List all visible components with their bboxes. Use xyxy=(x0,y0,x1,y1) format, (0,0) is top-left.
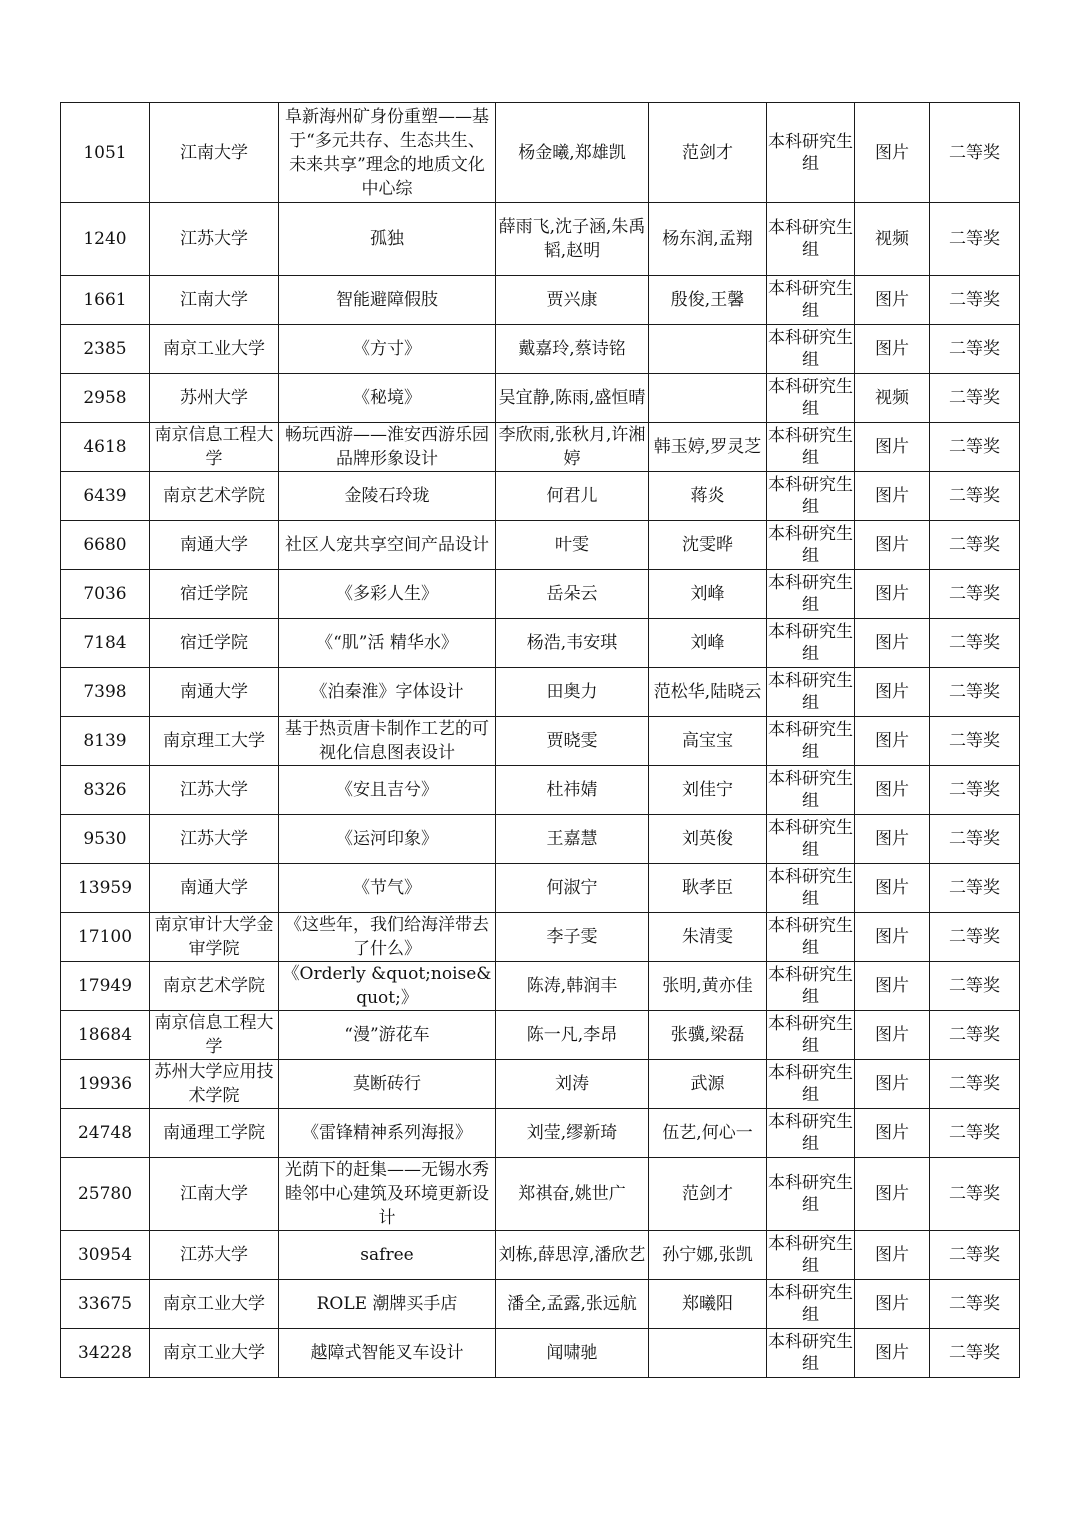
cell-school: 江苏大学 xyxy=(150,815,279,864)
cell-school: 江苏大学 xyxy=(150,1231,279,1280)
cell-id: 17100 xyxy=(61,913,150,962)
table-row xyxy=(61,276,1020,325)
cell-school: 江南大学 xyxy=(150,276,279,325)
cell-id: 33675 xyxy=(61,1280,150,1329)
table-row xyxy=(61,1011,1020,1060)
cell-id: 7036 xyxy=(61,570,150,619)
cell-id: 1240 xyxy=(61,203,150,276)
cell-award: 二等奖 xyxy=(930,1329,1020,1378)
table-row xyxy=(61,815,1020,864)
table-row xyxy=(61,717,1020,766)
cell-advisors: 耿孝臣 xyxy=(649,864,767,913)
cell-type: 图片 xyxy=(855,276,930,325)
cell-type: 图片 xyxy=(855,1011,930,1060)
cell-award: 二等奖 xyxy=(930,374,1020,423)
cell-title: 越障式智能叉车设计 xyxy=(279,1329,496,1378)
cell-school: 南京工业大学 xyxy=(150,1280,279,1329)
cell-advisors xyxy=(649,1329,767,1378)
cell-id: 6680 xyxy=(61,521,150,570)
cell-title: 《泊秦淮》字体设计 xyxy=(279,668,496,717)
award-table xyxy=(60,102,1020,1378)
cell-advisors: 韩玉婷,罗灵芝 xyxy=(649,423,767,472)
table-row xyxy=(61,913,1020,962)
cell-authors: 杨金曦,郑雄凯 xyxy=(496,103,649,203)
cell-type: 视频 xyxy=(855,203,930,276)
cell-id: 18684 xyxy=(61,1011,150,1060)
cell-authors: 陈一凡,李昂 xyxy=(496,1011,649,1060)
cell-group: 本科研究生组 xyxy=(767,374,855,423)
cell-school: 苏州大学应用技术学院 xyxy=(150,1060,279,1109)
cell-advisors: 张明,黄亦佳 xyxy=(649,962,767,1011)
cell-type: 图片 xyxy=(855,521,930,570)
cell-advisors: 刘英俊 xyxy=(649,815,767,864)
cell-advisors xyxy=(649,325,767,374)
table-row xyxy=(61,1109,1020,1158)
cell-authors: 贾兴康 xyxy=(496,276,649,325)
cell-group: 本科研究生组 xyxy=(767,1329,855,1378)
table-row xyxy=(61,864,1020,913)
cell-authors: 刘莹,缪新琦 xyxy=(496,1109,649,1158)
cell-title: “漫”游花车 xyxy=(279,1011,496,1060)
cell-authors: 杜祎婧 xyxy=(496,766,649,815)
cell-advisors xyxy=(649,374,767,423)
cell-authors: 刘涛 xyxy=(496,1060,649,1109)
table-row xyxy=(61,619,1020,668)
cell-type: 图片 xyxy=(855,472,930,521)
cell-school: 南京工业大学 xyxy=(150,1329,279,1378)
cell-advisors: 伍艺,何心一 xyxy=(649,1109,767,1158)
cell-title: 《运河印象》 xyxy=(279,815,496,864)
cell-group: 本科研究生组 xyxy=(767,570,855,619)
cell-title: safree xyxy=(279,1231,496,1280)
cell-authors: 陈涛,韩润丰 xyxy=(496,962,649,1011)
cell-authors: 岳朵云 xyxy=(496,570,649,619)
cell-group: 本科研究生组 xyxy=(767,1060,855,1109)
cell-school: 江南大学 xyxy=(150,1158,279,1231)
table-row xyxy=(61,570,1020,619)
cell-id: 19936 xyxy=(61,1060,150,1109)
cell-advisors: 高宝宝 xyxy=(649,717,767,766)
cell-group: 本科研究生组 xyxy=(767,103,855,203)
cell-type: 图片 xyxy=(855,103,930,203)
cell-type: 图片 xyxy=(855,1231,930,1280)
cell-school: 江苏大学 xyxy=(150,203,279,276)
cell-school: 南通大学 xyxy=(150,521,279,570)
cell-authors: 何君儿 xyxy=(496,472,649,521)
table-row xyxy=(61,766,1020,815)
cell-advisors: 沈雯晔 xyxy=(649,521,767,570)
cell-award: 二等奖 xyxy=(930,1011,1020,1060)
cell-group: 本科研究生组 xyxy=(767,619,855,668)
cell-advisors: 蒋炎 xyxy=(649,472,767,521)
cell-school: 南京工业大学 xyxy=(150,325,279,374)
cell-advisors: 孙宁娜,张凯 xyxy=(649,1231,767,1280)
cell-authors: 田奥力 xyxy=(496,668,649,717)
cell-id: 34228 xyxy=(61,1329,150,1378)
cell-type: 图片 xyxy=(855,423,930,472)
cell-award: 二等奖 xyxy=(930,864,1020,913)
cell-authors: 杨浩,韦安琪 xyxy=(496,619,649,668)
table-row xyxy=(61,325,1020,374)
cell-award: 二等奖 xyxy=(930,962,1020,1011)
cell-authors: 刘栋,薛思淳,潘欣艺 xyxy=(496,1231,649,1280)
cell-id: 7184 xyxy=(61,619,150,668)
cell-type: 视频 xyxy=(855,374,930,423)
cell-school: 南通大学 xyxy=(150,864,279,913)
cell-school: 南通大学 xyxy=(150,668,279,717)
cell-award: 二等奖 xyxy=(930,276,1020,325)
table-row xyxy=(61,423,1020,472)
cell-advisors: 刘峰 xyxy=(649,619,767,668)
cell-group: 本科研究生组 xyxy=(767,1011,855,1060)
cell-group: 本科研究生组 xyxy=(767,1280,855,1329)
cell-group: 本科研究生组 xyxy=(767,668,855,717)
cell-advisors: 范松华,陆晓云 xyxy=(649,668,767,717)
cell-title: 《“肌”活 精华水》 xyxy=(279,619,496,668)
cell-school: 苏州大学 xyxy=(150,374,279,423)
cell-authors: 潘全,孟露,张远航 xyxy=(496,1280,649,1329)
cell-school: 江南大学 xyxy=(150,103,279,203)
cell-school: 南京理工大学 xyxy=(150,717,279,766)
cell-award: 二等奖 xyxy=(930,103,1020,203)
cell-authors: 叶雯 xyxy=(496,521,649,570)
cell-authors: 薛雨飞,沈子涵,朱禹韬,赵明 xyxy=(496,203,649,276)
table-row xyxy=(61,1231,1020,1280)
cell-authors: 李欣雨,张秋月,许湘婷 xyxy=(496,423,649,472)
cell-title: 《秘境》 xyxy=(279,374,496,423)
cell-id: 13959 xyxy=(61,864,150,913)
cell-title: 《多彩人生》 xyxy=(279,570,496,619)
table-row xyxy=(61,103,1020,203)
cell-id: 2385 xyxy=(61,325,150,374)
cell-id: 9530 xyxy=(61,815,150,864)
cell-group: 本科研究生组 xyxy=(767,521,855,570)
cell-school: 南京信息工程大学 xyxy=(150,423,279,472)
cell-authors: 王嘉慧 xyxy=(496,815,649,864)
cell-type: 图片 xyxy=(855,570,930,619)
cell-id: 1051 xyxy=(61,103,150,203)
cell-group: 本科研究生组 xyxy=(767,1231,855,1280)
cell-award: 二等奖 xyxy=(930,619,1020,668)
cell-type: 图片 xyxy=(855,1158,930,1231)
cell-school: 南京艺术学院 xyxy=(150,962,279,1011)
cell-award: 二等奖 xyxy=(930,472,1020,521)
cell-title: ROLE 潮牌买手店 xyxy=(279,1280,496,1329)
cell-award: 二等奖 xyxy=(930,521,1020,570)
cell-type: 图片 xyxy=(855,619,930,668)
cell-award: 二等奖 xyxy=(930,325,1020,374)
cell-title: 光荫下的赶集——无锡水秀睦邻中心建筑及环境更新设计 xyxy=(279,1158,496,1231)
cell-award: 二等奖 xyxy=(930,423,1020,472)
cell-type: 图片 xyxy=(855,766,930,815)
cell-id: 24748 xyxy=(61,1109,150,1158)
cell-authors: 郑祺奋,姚世广 xyxy=(496,1158,649,1231)
cell-id: 8326 xyxy=(61,766,150,815)
cell-group: 本科研究生组 xyxy=(767,1158,855,1231)
cell-group: 本科研究生组 xyxy=(767,864,855,913)
cell-title: 《Orderly &quot;noise&quot;》 xyxy=(279,962,496,1011)
cell-title: 社区人宠共享空间产品设计 xyxy=(279,521,496,570)
cell-id: 2958 xyxy=(61,374,150,423)
award-table-body xyxy=(61,103,1020,1378)
cell-school: 南京审计大学金审学院 xyxy=(150,913,279,962)
cell-group: 本科研究生组 xyxy=(767,325,855,374)
cell-id: 1661 xyxy=(61,276,150,325)
cell-id: 25780 xyxy=(61,1158,150,1231)
cell-award: 二等奖 xyxy=(930,1060,1020,1109)
cell-advisors: 范剑才 xyxy=(649,1158,767,1231)
cell-school: 南京信息工程大学 xyxy=(150,1011,279,1060)
cell-award: 二等奖 xyxy=(930,1280,1020,1329)
cell-id: 17949 xyxy=(61,962,150,1011)
cell-type: 图片 xyxy=(855,913,930,962)
cell-group: 本科研究生组 xyxy=(767,203,855,276)
cell-title: 《安且吉兮》 xyxy=(279,766,496,815)
cell-advisors: 武源 xyxy=(649,1060,767,1109)
cell-group: 本科研究生组 xyxy=(767,815,855,864)
table-row xyxy=(61,472,1020,521)
cell-type: 图片 xyxy=(855,815,930,864)
cell-type: 图片 xyxy=(855,1280,930,1329)
cell-group: 本科研究生组 xyxy=(767,472,855,521)
cell-title: 孤独 xyxy=(279,203,496,276)
cell-award: 二等奖 xyxy=(930,766,1020,815)
cell-type: 图片 xyxy=(855,962,930,1011)
cell-type: 图片 xyxy=(855,717,930,766)
cell-award: 二等奖 xyxy=(930,815,1020,864)
cell-title: 《节气》 xyxy=(279,864,496,913)
cell-award: 二等奖 xyxy=(930,570,1020,619)
cell-authors: 贾晓雯 xyxy=(496,717,649,766)
cell-type: 图片 xyxy=(855,1329,930,1378)
cell-id: 4618 xyxy=(61,423,150,472)
cell-school: 宿迁学院 xyxy=(150,570,279,619)
cell-title: 《雷锋精神系列海报》 xyxy=(279,1109,496,1158)
cell-type: 图片 xyxy=(855,864,930,913)
cell-award: 二等奖 xyxy=(930,1109,1020,1158)
cell-group: 本科研究生组 xyxy=(767,913,855,962)
cell-advisors: 殷俊,王馨 xyxy=(649,276,767,325)
cell-group: 本科研究生组 xyxy=(767,1109,855,1158)
cell-award: 二等奖 xyxy=(930,1158,1020,1231)
cell-award: 二等奖 xyxy=(930,913,1020,962)
table-row xyxy=(61,374,1020,423)
cell-school: 南通理工学院 xyxy=(150,1109,279,1158)
cell-award: 二等奖 xyxy=(930,717,1020,766)
cell-advisors: 范剑才 xyxy=(649,103,767,203)
cell-school: 南京艺术学院 xyxy=(150,472,279,521)
cell-school: 江苏大学 xyxy=(150,766,279,815)
cell-id: 8139 xyxy=(61,717,150,766)
cell-advisors: 杨东润,孟翔 xyxy=(649,203,767,276)
cell-title: 基于热贡唐卡制作工艺的可视化信息图表设计 xyxy=(279,717,496,766)
cell-advisors: 刘佳宁 xyxy=(649,766,767,815)
cell-group: 本科研究生组 xyxy=(767,717,855,766)
cell-title: 畅玩西游——淮安西游乐园品牌形象设计 xyxy=(279,423,496,472)
cell-type: 图片 xyxy=(855,1060,930,1109)
table-row xyxy=(61,1158,1020,1231)
cell-advisors: 张骥,梁磊 xyxy=(649,1011,767,1060)
cell-group: 本科研究生组 xyxy=(767,276,855,325)
table-row xyxy=(61,1329,1020,1378)
cell-advisors: 朱清雯 xyxy=(649,913,767,962)
cell-title: 智能避障假肢 xyxy=(279,276,496,325)
cell-type: 图片 xyxy=(855,325,930,374)
cell-title: 莫断砖行 xyxy=(279,1060,496,1109)
cell-title: 《这些年，我们给海洋带去了什么》 xyxy=(279,913,496,962)
cell-authors: 何淑宁 xyxy=(496,864,649,913)
cell-title: 阜新海州矿身份重塑——基于“多元共存、生态共生、未来共享”理念的地质文化中心综 xyxy=(279,103,496,203)
cell-id: 6439 xyxy=(61,472,150,521)
cell-id: 30954 xyxy=(61,1231,150,1280)
cell-award: 二等奖 xyxy=(930,203,1020,276)
cell-authors: 闻啸驰 xyxy=(496,1329,649,1378)
table-row xyxy=(61,962,1020,1011)
table-row xyxy=(61,203,1020,276)
table-row xyxy=(61,521,1020,570)
cell-group: 本科研究生组 xyxy=(767,423,855,472)
cell-school: 宿迁学院 xyxy=(150,619,279,668)
cell-id: 7398 xyxy=(61,668,150,717)
table-row xyxy=(61,1280,1020,1329)
cell-title: 《方寸》 xyxy=(279,325,496,374)
cell-type: 图片 xyxy=(855,1109,930,1158)
cell-advisors: 刘峰 xyxy=(649,570,767,619)
cell-award: 二等奖 xyxy=(930,1231,1020,1280)
cell-authors: 戴嘉玲,蔡诗铭 xyxy=(496,325,649,374)
cell-authors: 李子雯 xyxy=(496,913,649,962)
table-row xyxy=(61,668,1020,717)
cell-type: 图片 xyxy=(855,668,930,717)
cell-award: 二等奖 xyxy=(930,668,1020,717)
cell-title: 金陵石玲珑 xyxy=(279,472,496,521)
cell-authors: 吴宜静,陈雨,盛恒晴 xyxy=(496,374,649,423)
table-row xyxy=(61,1060,1020,1109)
cell-advisors: 郑曦阳 xyxy=(649,1280,767,1329)
cell-group: 本科研究生组 xyxy=(767,962,855,1011)
cell-group: 本科研究生组 xyxy=(767,766,855,815)
